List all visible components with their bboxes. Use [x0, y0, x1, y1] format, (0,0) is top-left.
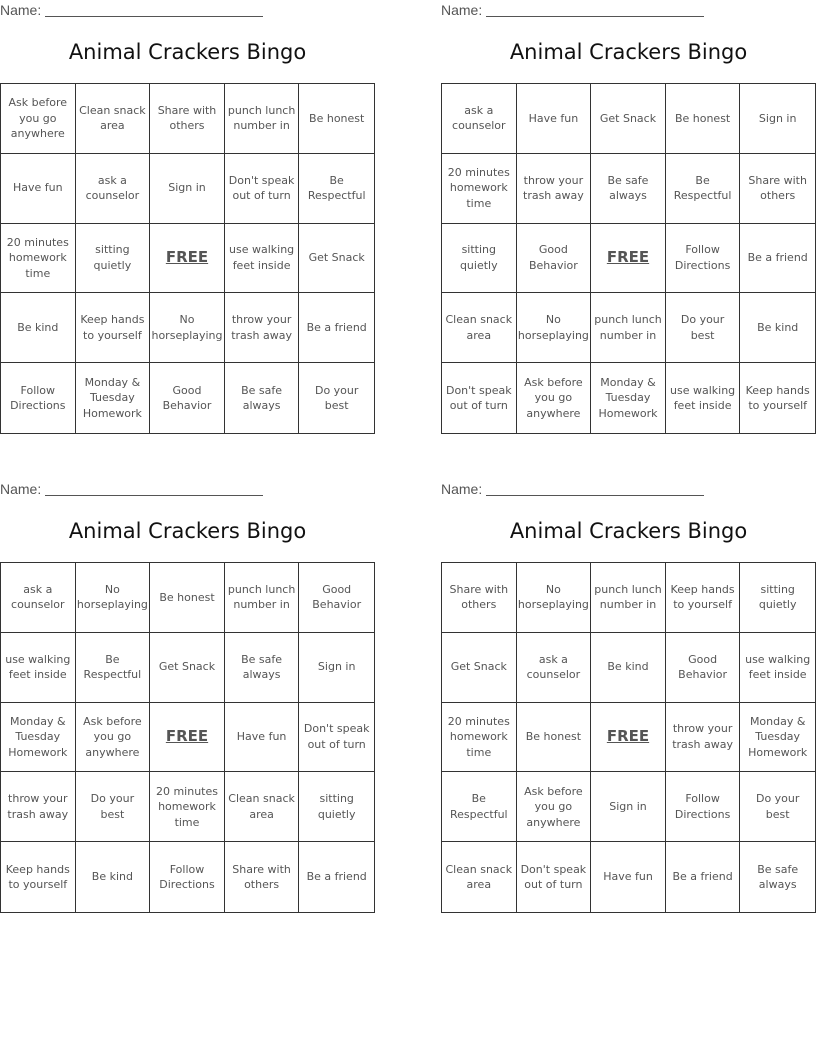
bingo-cell: Monday & Tuesday Homework [76, 363, 151, 433]
bingo-cell: Good Behavior [666, 633, 741, 703]
bingo-cell: Monday & Tuesday Homework [591, 363, 666, 433]
name-blank-line [486, 495, 704, 496]
bingo-cell: No horseplaying [517, 563, 592, 633]
bingo-cell: use walking feet inside [1, 633, 76, 703]
bingo-cell: Ask before you go anywhere [76, 703, 151, 773]
name-blank-line [486, 16, 704, 17]
bingo-cell: Keep hands to yourself [666, 563, 741, 633]
bingo-cell: Sign in [150, 154, 225, 224]
bingo-cell: Be a friend [306, 870, 367, 884]
bingo-cell: Be kind [740, 293, 815, 363]
bingo-cell: Do your best [314, 383, 359, 413]
bingo-cell: ask a counselor [442, 84, 517, 154]
bingo-cell: No horseplaying [517, 293, 592, 363]
bingo-grid [0, 562, 375, 913]
bingo-cell: Follow Directions [1, 363, 76, 433]
free-space: FREE [150, 703, 225, 773]
bingo-cell: Have fun [1, 154, 76, 224]
bingo-cell: Be kind [76, 842, 151, 912]
card-title: Animal Crackers Bingo [68, 519, 307, 543]
bingo-card-2 [441, 0, 816, 440]
bingo-cell: Be safe always [591, 154, 666, 224]
bingo-card-3 [0, 479, 375, 919]
bingo-cell: Sign in [740, 84, 815, 154]
bingo-cell: 20 minutes homework time [150, 772, 225, 842]
bingo-cell: 20 minutes homework time [442, 154, 517, 224]
bingo-cell: Ask before you go anywhere [1, 84, 76, 154]
bingo-cell: Do your best [740, 772, 815, 842]
name-field [0, 2, 263, 18]
bingo-cell: use walking feet inside [666, 363, 741, 433]
bingo-grid [441, 562, 816, 913]
free-space: FREE [591, 703, 666, 773]
bingo-cell: Be honest [666, 84, 741, 154]
bingo-cell: Follow Directions [666, 224, 741, 294]
bingo-cell: use walking feet inside [225, 224, 300, 294]
name-field [0, 481, 263, 497]
bingo-cell: Be safe always [225, 363, 300, 433]
bingo-cell: Good Behavior [150, 363, 225, 433]
bingo-cell: Clean snack area [442, 842, 517, 912]
bingo-cell: Get Snack [299, 224, 374, 294]
bingo-cell: Follow Directions [666, 772, 741, 842]
name-blank-line [45, 16, 263, 17]
bingo-cell: Share with others [150, 84, 225, 154]
bingo-cell: Be honest [517, 703, 592, 773]
bingo-cell: Get Snack [150, 633, 225, 703]
name-field [441, 2, 704, 18]
bingo-cell: throw your trash away [517, 154, 592, 224]
free-space: FREE [150, 224, 225, 294]
bingo-cell: Clean snack area [76, 84, 151, 154]
bingo-cell: Share with others [225, 842, 300, 912]
bingo-cell: Be kind [591, 633, 666, 703]
bingo-cell: sitting quietly [442, 224, 517, 294]
bingo-cell: Ask before you go anywhere [517, 363, 592, 433]
bingo-cell: Monday & Tuesday Homework [1, 703, 76, 773]
bingo-cell: ask a counselor [76, 154, 151, 224]
bingo-cell: Sign in [299, 633, 374, 703]
card-title: Animal Crackers Bingo [68, 40, 307, 64]
free-space: FREE [591, 224, 666, 294]
name-blank-line [45, 495, 263, 496]
bingo-cell: Keep hands to yourself [745, 383, 810, 413]
bingo-cell: Be Respectful [76, 633, 151, 703]
name-label: Name: [441, 481, 483, 497]
bingo-cell: Don't speak out of turn [299, 703, 374, 773]
bingo-cell: throw your trash away [225, 293, 300, 363]
bingo-cell: Follow Directions [150, 842, 225, 912]
bingo-cell: Good Behavior [299, 563, 374, 633]
bingo-card-1 [0, 0, 375, 440]
bingo-cell: punch lunch number in [591, 293, 666, 363]
bingo-cell: Be honest [150, 563, 225, 633]
bingo-cell: Be a friend [299, 293, 374, 363]
bingo-cell: Clean snack area [225, 772, 300, 842]
card-title: Animal Crackers Bingo [509, 40, 748, 64]
bingo-cell: ask a counselor [1, 563, 76, 633]
bingo-cell: use walking feet inside [740, 633, 815, 703]
bingo-cell: Keep hands to yourself [1, 842, 76, 912]
bingo-cell: Share with others [442, 563, 517, 633]
bingo-cell: Do your best [76, 772, 151, 842]
bingo-cell: Do your best [666, 293, 741, 363]
bingo-cell: Share with others [740, 154, 815, 224]
bingo-cell: Be safe always [225, 633, 300, 703]
bingo-cell: No horseplaying [76, 563, 151, 633]
bingo-cell: Have fun [225, 703, 300, 773]
bingo-cell: Keep hands to yourself [76, 293, 151, 363]
bingo-cell: 20 minutes homework time [442, 703, 517, 773]
bingo-cell: Ask before you go anywhere [517, 772, 592, 842]
bingo-cell: 20 minutes homework time [1, 224, 76, 294]
bingo-cell: punch lunch number in [225, 563, 300, 633]
bingo-cell: punch lunch number in [591, 563, 666, 633]
bingo-cell: Good Behavior [517, 224, 592, 294]
bingo-cell: sitting quietly [740, 563, 815, 633]
bingo-cell: Be a friend [666, 842, 741, 912]
bingo-cell: Don't speak out of turn [517, 842, 592, 912]
bingo-cell: Be honest [299, 84, 374, 154]
bingo-cell: ask a counselor [517, 633, 592, 703]
bingo-cell: Monday & Tuesday Homework [740, 703, 815, 773]
bingo-cell: Be Respectful [299, 154, 374, 224]
bingo-cell: Be a friend [740, 224, 815, 294]
bingo-cell: throw your trash away [666, 703, 741, 773]
bingo-cell: Get Snack [442, 633, 517, 703]
bingo-cell: No horseplaying [150, 293, 225, 363]
bingo-grid [0, 83, 375, 434]
bingo-cell: Sign in [591, 772, 666, 842]
bingo-cell: Be kind [1, 293, 76, 363]
bingo-cell: punch lunch number in [225, 84, 300, 154]
bingo-grid [441, 83, 816, 434]
name-label: Name: [0, 481, 42, 497]
name-field [441, 481, 704, 497]
bingo-cell: sitting quietly [299, 772, 374, 842]
bingo-cell: Have fun [517, 84, 592, 154]
bingo-cell: Be safe always [757, 862, 799, 892]
bingo-card-4 [441, 479, 816, 919]
name-label: Name: [441, 2, 483, 18]
bingo-cell: Don't speak out of turn [442, 363, 517, 433]
bingo-cell: Don't speak out of turn [225, 154, 300, 224]
bingo-cell: Have fun [591, 842, 666, 912]
bingo-cell: Clean snack area [442, 293, 517, 363]
bingo-cell: throw your trash away [1, 772, 76, 842]
bingo-cell: Be Respectful [666, 154, 741, 224]
bingo-cell: sitting quietly [76, 224, 151, 294]
bingo-cell: Be Respectful [442, 772, 517, 842]
bingo-cell: Get Snack [591, 84, 666, 154]
name-label: Name: [0, 2, 42, 18]
card-title: Animal Crackers Bingo [509, 519, 748, 543]
